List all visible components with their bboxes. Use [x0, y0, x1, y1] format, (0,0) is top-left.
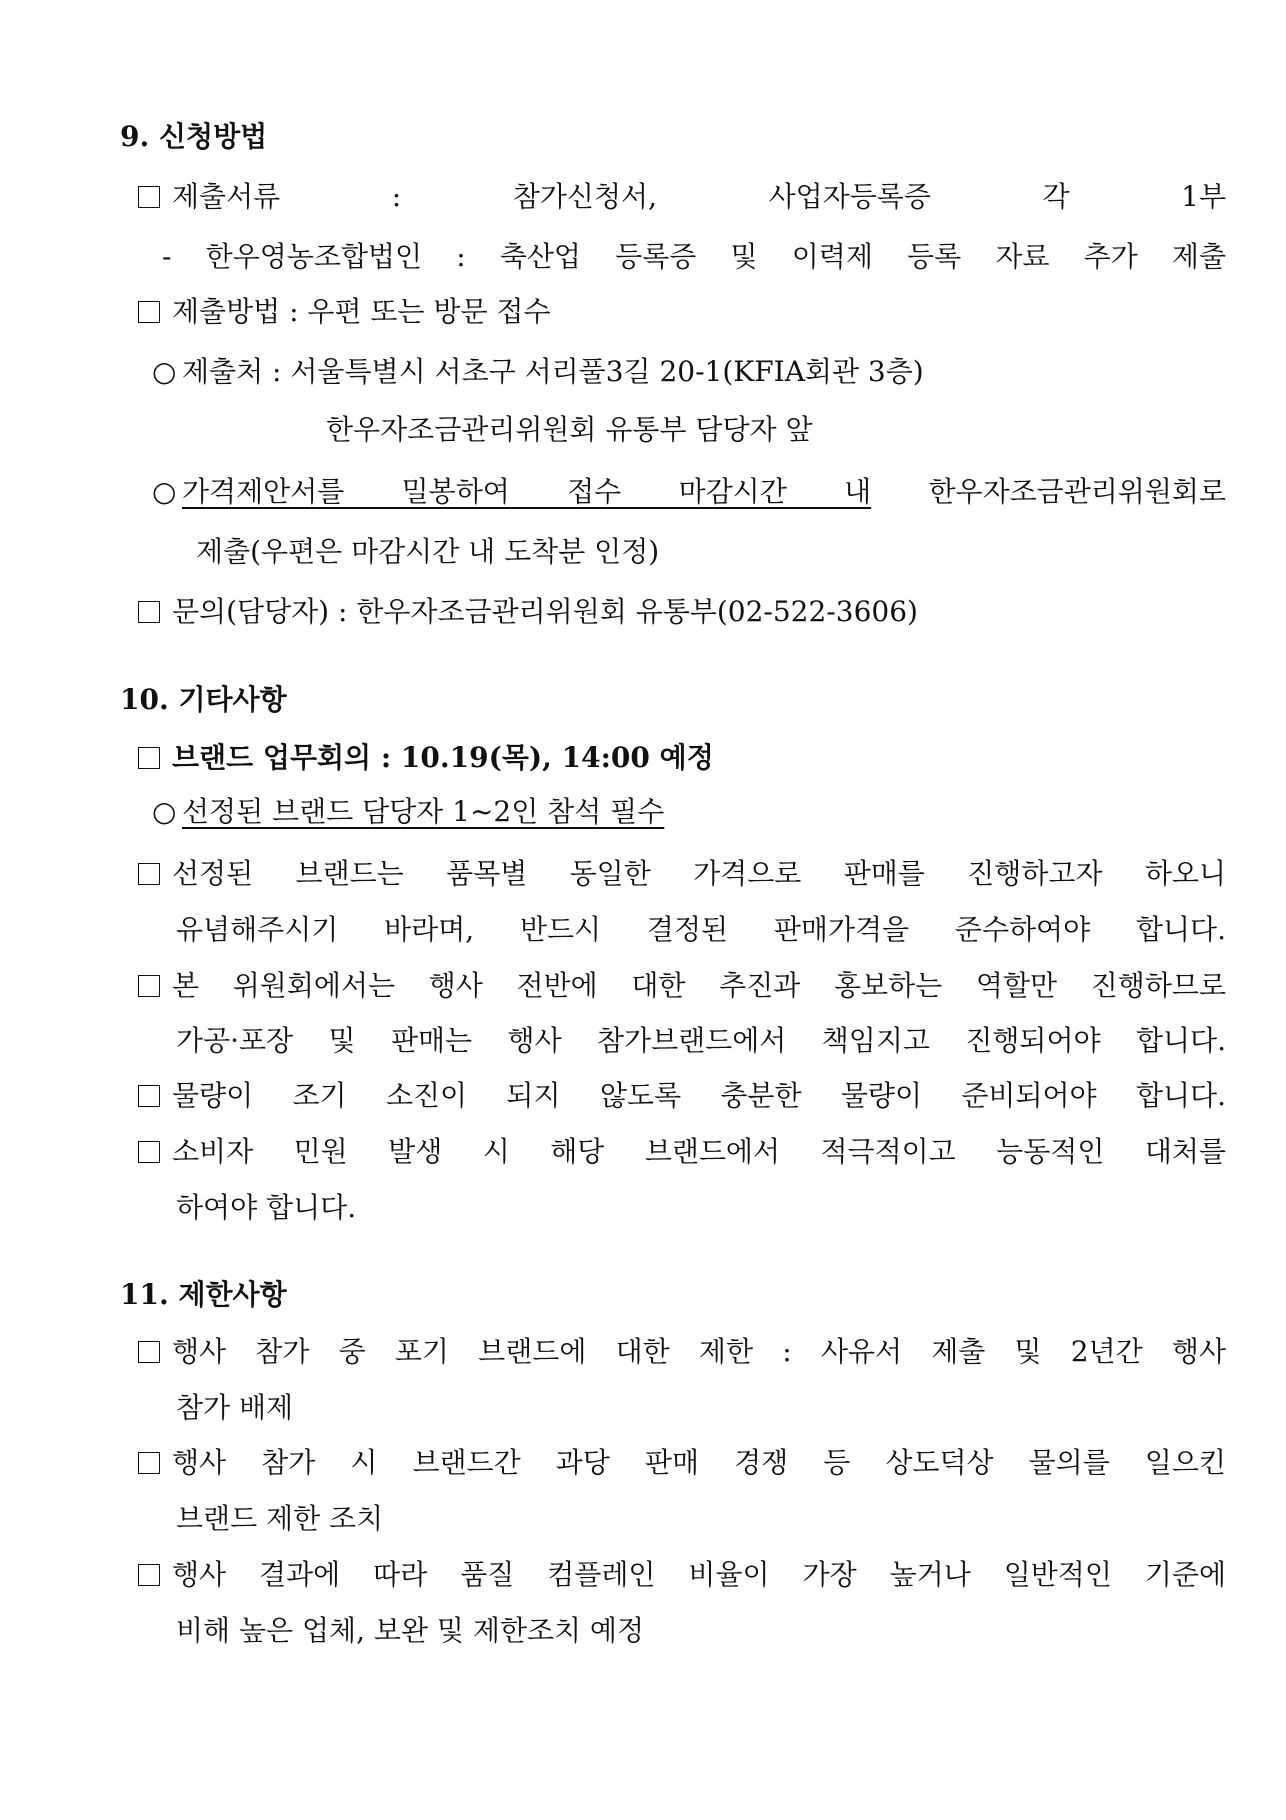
- method-text: 제출방법 : 우편 또는 방문 접수: [172, 295, 551, 328]
- restriction-1-text-2: 참가 배제: [176, 1391, 294, 1424]
- checkbox-square-icon: [138, 1341, 160, 1363]
- address-text: 제출처 : 서울특별시 서초구 서리풀3길 20-1(KFIA회관 3층): [182, 355, 924, 388]
- checkbox-square-icon: [138, 863, 160, 885]
- restriction-3-text-2: 비해 높은 업체, 보완 및 제한조치 예정: [176, 1614, 645, 1647]
- restriction-2-cont: [176, 1499, 1226, 1539]
- list-item-meeting: [138, 738, 1226, 778]
- list-item-documents: [138, 177, 1226, 217]
- meeting-text: 브랜드 업무회의 : 10.19(목), 14:00 예정: [172, 741, 714, 774]
- price-cont-text: 제출(우편은 마감시간 내 도착분 인정): [196, 535, 660, 568]
- supply-text: 물량이 조기 소진이 되지 않도록 충분한 물량이 준비되어야 합니다.: [172, 1079, 1226, 1112]
- restriction-3-cont: [176, 1611, 1226, 1651]
- list-item-price-proposal: [152, 472, 1226, 512]
- list-item-restriction-2: [138, 1443, 1226, 1483]
- checkbox-square-icon: [138, 186, 160, 208]
- circle-bullet-icon: ○: [152, 475, 177, 508]
- complaint-text-1: 소비자 민원 발생 시 해당 브랜드에서 적극적이고 능동적인 대처를: [172, 1135, 1226, 1168]
- list-item-address: [152, 352, 1226, 392]
- list-item-restriction-1: [138, 1332, 1226, 1372]
- restriction-1-text-1: 행사 참가 중 포기 브랜드에 대한 제한 : 사유서 제출 및 2년간 행사: [172, 1335, 1226, 1368]
- checkbox-square-icon: [138, 301, 160, 323]
- list-item-documents-extra: [162, 237, 1226, 277]
- list-item-supply: [138, 1076, 1226, 1116]
- checkbox-square-icon: [138, 1141, 160, 1163]
- checkbox-square-icon: [138, 747, 160, 769]
- pricing-text-2: 유념해주시기 바라며, 반드시 결정된 판매가격을 준수하여야 합니다.: [176, 913, 1226, 946]
- recipient-line: [326, 410, 1226, 450]
- checkbox-square-icon: [138, 1564, 160, 1586]
- section-10-heading: 10. 기타사항: [120, 683, 287, 716]
- complaint-cont: [176, 1188, 1226, 1228]
- list-item-complaint: [138, 1132, 1226, 1172]
- role-cont: [176, 1021, 1226, 1061]
- list-item-restriction-3: [138, 1555, 1226, 1595]
- checkbox-square-icon: [138, 601, 160, 623]
- price-underlined-text: 가격제안서를 밀봉하여 접수 마감시간 내: [182, 475, 872, 508]
- contact-text: 문의(담당자) : 한우자조금관리위원회 유통부(02-522-3606): [172, 595, 918, 628]
- list-item-meeting-note: [152, 792, 1226, 832]
- checkbox-square-icon: [138, 975, 160, 997]
- list-item-role: [138, 966, 1226, 1006]
- circle-bullet-icon: ○: [152, 795, 177, 828]
- role-text-2: 가공·포장 및 판매는 행사 참가브랜드에서 책임지고 진행되어야 합니다.: [176, 1024, 1226, 1057]
- list-item-method: [138, 292, 1226, 332]
- section-11-heading: 11. 제한사항: [120, 1278, 287, 1311]
- restriction-2-text-2: 브랜드 제한 조치: [176, 1502, 384, 1535]
- list-item-contact: [138, 592, 1226, 632]
- meeting-note-text: 선정된 브랜드 담당자 1~2인 참석 필수: [182, 795, 665, 828]
- restriction-1-cont: [176, 1388, 1226, 1428]
- restriction-3-text-1: 행사 결과에 따라 품질 컴플레인 비율이 가장 높거나 일반적인 기준에: [172, 1558, 1226, 1591]
- checkbox-square-icon: [138, 1085, 160, 1107]
- section-9-heading: 9. 신청방법: [120, 120, 268, 153]
- role-text-1: 본 위원회에서는 행사 전반에 대한 추진과 홍보하는 역할만 진행하므로: [172, 969, 1226, 1002]
- recipient-text: 한우자조금관리위원회 유통부 담당자 앞: [326, 413, 813, 446]
- circle-bullet-icon: ○: [152, 355, 177, 388]
- checkbox-square-icon: [138, 1452, 160, 1474]
- documents-extra-text: - 한우영농조합법인 : 축산업 등록증 및 이력제 등록 자료 추가 제출: [162, 240, 1226, 273]
- pricing-cont: [176, 910, 1226, 950]
- price-rest-text: 한우자조금관리위원회로: [871, 475, 1226, 508]
- restriction-2-text-1: 행사 참가 시 브랜드간 과당 판매 경쟁 등 상도덕상 물의를 일으킨: [172, 1446, 1226, 1479]
- list-item-pricing: [138, 854, 1226, 894]
- documents-text: 제출서류 : 참가신청서, 사업자등록증 각 1부: [172, 180, 1226, 213]
- price-proposal-cont: [196, 532, 1226, 572]
- complaint-text-2: 하여야 합니다.: [176, 1191, 357, 1224]
- pricing-text-1: 선정된 브랜드는 품목별 동일한 가격으로 판매를 진행하고자 하오니: [172, 857, 1226, 890]
